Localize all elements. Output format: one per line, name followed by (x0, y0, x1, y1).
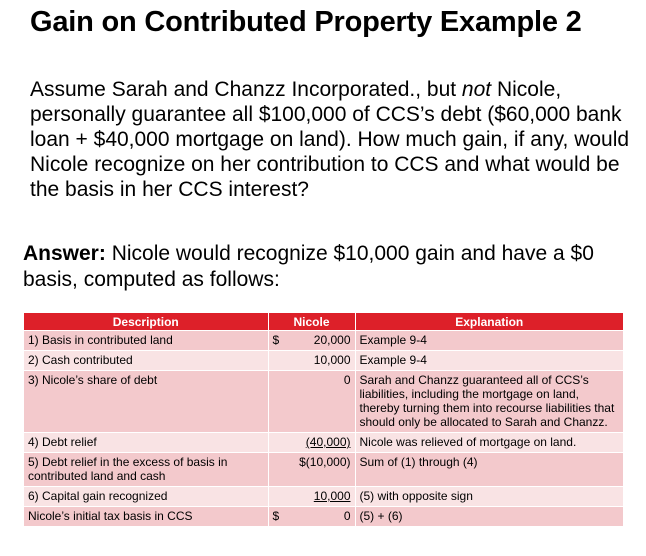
row-amount-cell (268, 351, 355, 371)
table-row (24, 351, 624, 371)
header-description: Description (24, 313, 268, 331)
question-part-1: Assume Sarah and Chanzz Incorporated., but (30, 78, 462, 101)
row-amount: 10,000 (313, 489, 351, 503)
answer-label: Answer: (23, 242, 106, 265)
page-title: Gain on Contributed Property Example 2 (30, 6, 582, 38)
computation-table (24, 313, 624, 527)
row-amount: 0 (343, 509, 351, 523)
row-explanation: Sum of (1) through (4) (355, 453, 624, 487)
row-amount-cell (268, 331, 355, 351)
row-description: 2) Cash contributed (24, 351, 268, 371)
question-text (30, 77, 630, 202)
row-explanation: (5) with opposite sign (355, 487, 624, 507)
row-amount-cell (268, 453, 355, 487)
question-emphasis: not (461, 78, 492, 101)
row-description: 3) Nicole’s share of debt (24, 371, 268, 433)
question-part-2: Nicole, personally guarantee all $100,000 of CCS’s debt ($60,000 bank loan + $40,000 mortgage on land). How much gain, if any, would Nicole recognize on her contribution to CCS and what would be the basis in her CCS interest? (30, 78, 630, 201)
row-currency: $ (272, 333, 280, 347)
row-description: 4) Debt relief (24, 433, 268, 453)
row-amount-cell (268, 507, 355, 527)
row-amount-cell (268, 487, 355, 507)
row-amount: 20,000 (313, 333, 351, 347)
row-amount-cell (268, 433, 355, 453)
table-row (24, 331, 624, 351)
answer-text (23, 241, 633, 293)
table-row (24, 507, 624, 527)
header-nicole: Nicole (268, 313, 355, 331)
table-row (24, 371, 624, 433)
row-amount-cell (268, 371, 355, 433)
row-explanation: Example 9-4 (355, 351, 624, 371)
row-description: Nicole’s initial tax basis in CCS (24, 507, 268, 527)
table-row (24, 453, 624, 487)
row-amount: 10,000 (313, 353, 351, 367)
row-description: 1) Basis in contributed land (24, 331, 268, 351)
table-row (24, 433, 624, 453)
header-explanation: Explanation (355, 313, 624, 331)
row-currency: $ (272, 509, 280, 523)
row-amount: 0 (343, 373, 351, 387)
answer-body: Nicole would recognize $10,000 gain and have a $0 basis, computed as follows: (23, 242, 594, 291)
row-amount: $(10,000) (299, 455, 351, 469)
row-explanation: Nicole was relieved of mortgage on land. (355, 433, 624, 453)
row-explanation: Sarah and Chanzz guaranteed all of CCS’s liabilities, including the mortgage on land, thereby turning them into recourse liabilities that should only be allocated to Sarah and Chanzz. (355, 371, 624, 433)
row-description: 5) Debt relief in the excess of basis in contributed land and cash (24, 453, 268, 487)
row-explanation: Example 9-4 (355, 331, 624, 351)
table-row (24, 487, 624, 507)
row-explanation: (5) + (6) (355, 507, 624, 527)
row-amount: (40,000) (305, 435, 351, 449)
table-header-row (24, 313, 624, 331)
row-description: 6) Capital gain recognized (24, 487, 268, 507)
